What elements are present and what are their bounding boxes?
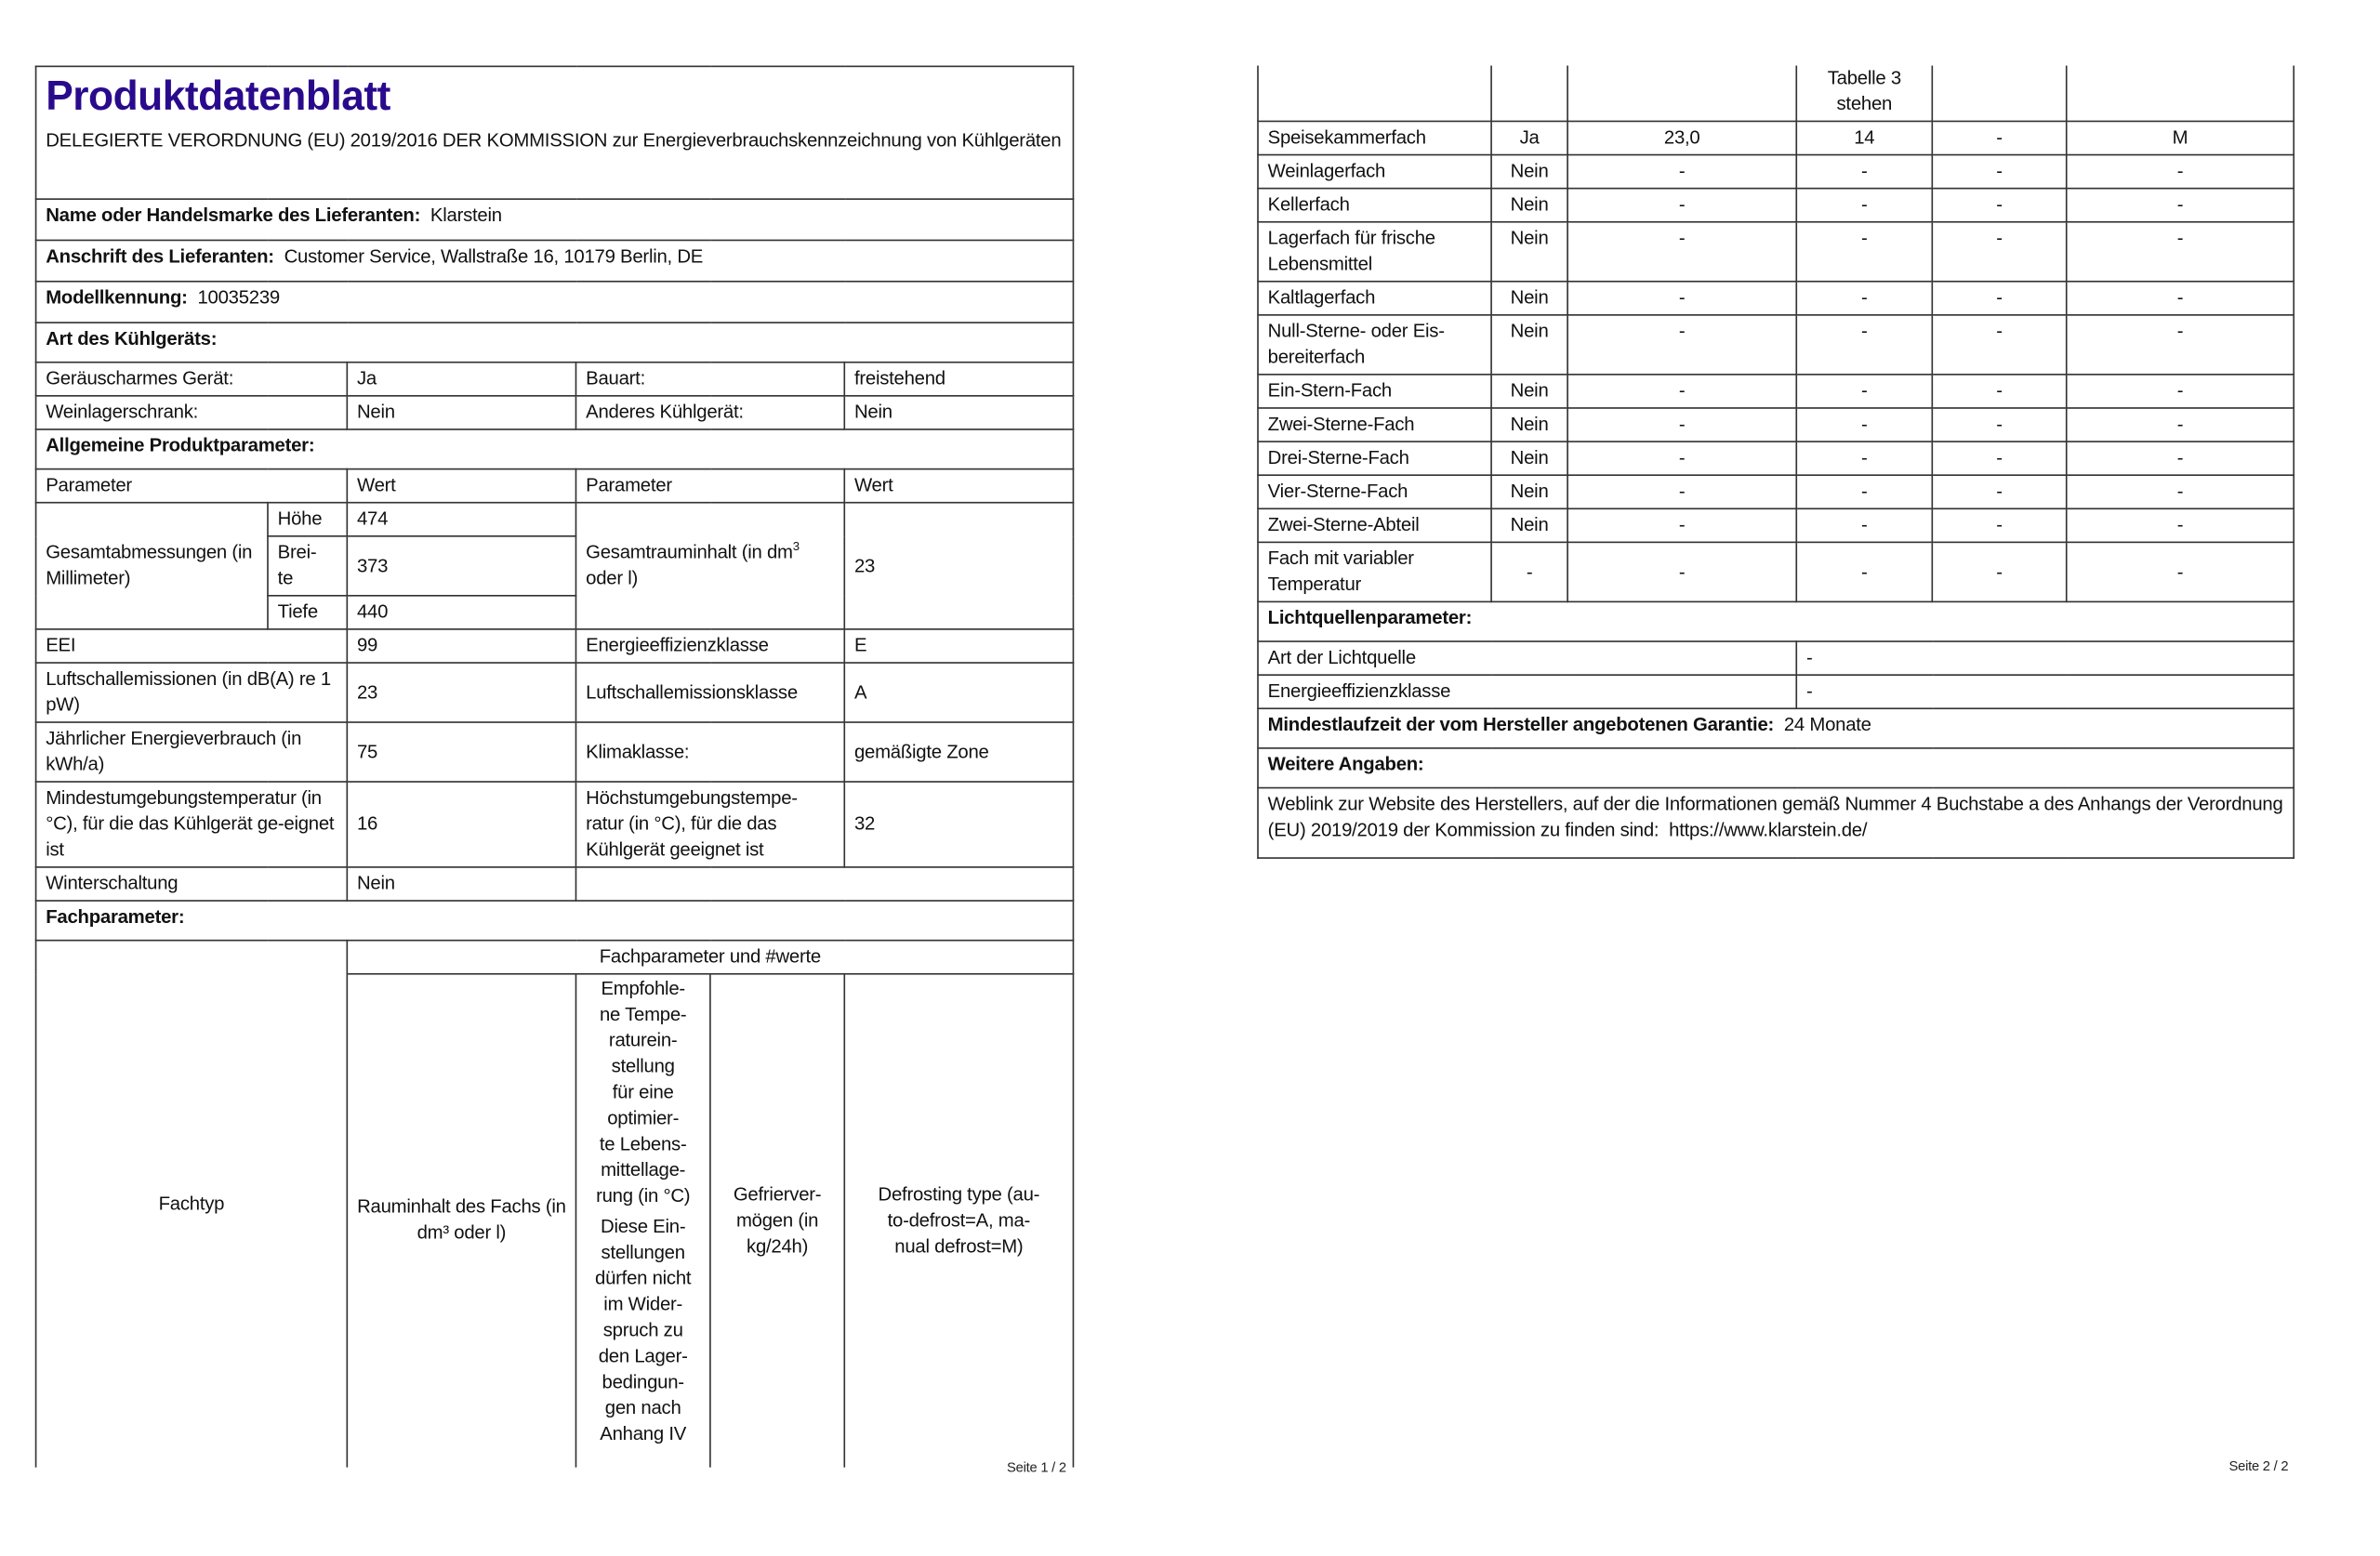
compartment-freeze: - (1932, 282, 2066, 315)
page-number-1: Seite 1 / 2 (1007, 1459, 1066, 1475)
compartment-temp: - (1796, 475, 1932, 508)
dimensions-label: Gesamtabmessungen (in Millimeter) (36, 503, 268, 629)
col-volume-header: Rauminhalt des Fachs (in dm³ oder l) (347, 974, 575, 1467)
compartment-name: Drei-Sterne-Fach (1258, 442, 1491, 475)
light-type-value: - (1796, 641, 2294, 675)
param-header-row (36, 469, 1074, 503)
compartment-volume: - (1567, 155, 1796, 189)
param-label: Jährlicher Energieverbrauch (in kWh/a) (36, 722, 348, 782)
address-value: Customer Service, Wallstraße 16, 10179 Berlin, DE (284, 245, 704, 268)
depth-value: 440 (347, 596, 575, 629)
compartment-name: Fach mit variabler Temperatur (1258, 542, 1491, 601)
compartment-freeze: - (1932, 442, 2066, 475)
compartment-freeze: - (1932, 408, 2066, 442)
compartment-defrost: - (2067, 442, 2294, 475)
compartment-name: Zwei-Sterne-Abteil (1258, 508, 1491, 542)
compartment-name: Lagerfach für frische Lebensmittel (1258, 222, 1491, 282)
compartment-temp: - (1796, 442, 1932, 475)
type-value: Nein (844, 396, 1073, 429)
compartment-volume: - (1567, 542, 1796, 601)
compartment-volume: - (1567, 475, 1796, 508)
compartment-volume: - (1567, 282, 1796, 315)
fachtyp-header: Fachtyp (36, 941, 348, 1467)
compartment-freeze: - (1932, 315, 2066, 375)
param-row (36, 782, 1074, 867)
warranty-row (1258, 708, 2294, 748)
compartment-freeze: - (1932, 189, 2066, 222)
header-value: Wert (844, 469, 1073, 503)
compartment-temp: - (1796, 408, 1932, 442)
param-label: Klimaklasse: (575, 722, 844, 782)
compartment-temp: 14 (1796, 121, 1932, 154)
warranty-label: Mindestlaufzeit der vom Hersteller angebotenen Garantie: (1267, 713, 1775, 735)
height-value: 474 (347, 503, 575, 536)
empty-cell (1491, 66, 1567, 122)
col-temp-text: Empfohle- ne Tempe- raturein- stellung für eine optimier- te Lebens- mittellage- rung (in °C) (596, 977, 691, 1207)
compartment-heading: Fachparameter: (36, 901, 1074, 941)
volume-label-sup: 3 (792, 539, 800, 554)
compartment-name: Vier-Sterne-Fach (1258, 475, 1491, 508)
page-title: Produktdatenblatt (46, 73, 390, 119)
compartment-present: Nein (1491, 408, 1567, 442)
header-parameter: Parameter (36, 469, 348, 503)
compartment-row (1258, 189, 2294, 222)
volume-value: 23 (844, 503, 1073, 629)
empty-cell (575, 867, 1073, 901)
compartment-row (1258, 408, 2294, 442)
light-type-label: Art der Lichtquelle (1258, 641, 1796, 675)
col-freeze-header: Gefrierver- mögen (in kg/24h) (710, 974, 844, 1467)
compartment-defrost: - (2067, 375, 2294, 408)
weblink-url[interactable]: https://www.klarstein.de/ (1669, 819, 1868, 841)
param-value: 23 (347, 663, 575, 722)
compartment-volume: 23,0 (1567, 121, 1796, 154)
header-parameter: Parameter (575, 469, 844, 503)
type-value: Nein (347, 396, 575, 429)
compartment-volume: - (1567, 408, 1796, 442)
supplier-row (36, 199, 1074, 240)
empty-cell (1567, 66, 1796, 122)
compartment-row (1258, 375, 2294, 408)
param-label: Höchstumgebungstempe-ratur (in °C), für die das Kühlgerät geeignet ist (575, 782, 844, 867)
winter-value: Nein (347, 867, 575, 901)
compartment-row (1258, 475, 2294, 508)
compartment-temp: - (1796, 315, 1932, 375)
weblink-row (1258, 788, 2294, 858)
model-value: 10035239 (197, 286, 280, 309)
compartment-temp: - (1796, 189, 1932, 222)
compartment-volume: - (1567, 508, 1796, 542)
type-label: Anderes Kühlgerät: (575, 396, 844, 429)
empty-cell (2067, 66, 2294, 122)
continued-header: Tabelle 3 stehen (1796, 66, 1932, 122)
light-class-row (1258, 675, 2294, 708)
compartment-present: Nein (1491, 222, 1567, 282)
compartment-defrost: - (2067, 222, 2294, 282)
compartment-present: Nein (1491, 282, 1567, 315)
compartment-defrost: - (2067, 508, 2294, 542)
compartment-name: Zwei-Sterne-Fach (1258, 408, 1491, 442)
model-label: Modellkennung: (46, 286, 188, 309)
fach-group-header: Fachparameter und #werte (347, 941, 1073, 974)
param-label: Energieeffizienzklasse (575, 629, 844, 663)
compartment-freeze: - (1932, 375, 2066, 408)
param-label: Mindestumgebungstemperatur (in °C), für die das Kühlgerät ge-eignet ist (36, 782, 348, 867)
compartment-defrost: - (2067, 282, 2294, 315)
compartment-freeze: - (1932, 475, 2066, 508)
param-value: A (844, 663, 1073, 722)
title-cell (36, 66, 1074, 199)
type-value: freistehend (844, 363, 1073, 396)
param-value: E (844, 629, 1073, 663)
compartment-row (1258, 222, 2294, 282)
compartment-row (1258, 315, 2294, 375)
type-label: Geräuscharmes Gerät: (36, 363, 348, 396)
supplier-label: Name oder Handelsmarke des Lieferanten: (46, 204, 421, 226)
compartment-name: Null-Sterne- oder Eis-bereiterfach (1258, 315, 1491, 375)
compartment-freeze: - (1932, 222, 2066, 282)
compartment-freeze: - (1932, 155, 2066, 189)
compartment-defrost: - (2067, 155, 2294, 189)
compartment-row (1258, 155, 2294, 189)
regulation-text: DELEGIERTE VERORDNUNG (EU) 2019/2016 DER KOMMISSION zur Energieverbrauchskennzeichnung von Kühlgeräten (46, 129, 1062, 152)
compartment-defrost: M (2067, 121, 2294, 154)
light-class-value: - (1796, 675, 2294, 708)
compartment-name: Ein-Stern-Fach (1258, 375, 1491, 408)
compartment-present: Ja (1491, 121, 1567, 154)
compartment-defrost: - (2067, 189, 2294, 222)
empty-cell (1932, 66, 2066, 122)
param-value: 99 (347, 629, 575, 663)
compartment-present: Nein (1491, 315, 1567, 375)
compartment-name: Speisekammerfach (1258, 121, 1491, 154)
param-value: 32 (844, 782, 1073, 867)
compartment-name: Kaltlagerfach (1258, 282, 1491, 315)
depth-label: Tiefe (268, 596, 347, 629)
compartment-name: Weinlagerfach (1258, 155, 1491, 189)
param-label: EEI (36, 629, 348, 663)
product-data-table-page-1 (35, 66, 1075, 1467)
compartment-defrost: - (2067, 542, 2294, 601)
compartment-row (1258, 121, 2294, 154)
empty-cell (1258, 66, 1491, 122)
compartment-volume: - (1567, 375, 1796, 408)
type-row (36, 396, 1074, 429)
product-data-table-page-2 (1257, 66, 2294, 859)
compartment-temp: - (1796, 222, 1932, 282)
volume-label-text: Gesamtrauminhalt (in dm (586, 541, 793, 563)
compartment-temp: - (1796, 155, 1932, 189)
compartment-row (1258, 508, 2294, 542)
header-value: Wert (347, 469, 575, 503)
col-defrost-header: Defrosting type (au- to-defrost=A, ma- nual defrost=M) (844, 974, 1073, 1467)
address-label: Anschrift des Lieferanten: (46, 245, 274, 268)
col-temp-header (575, 974, 709, 1467)
compartment-present: Nein (1491, 442, 1567, 475)
continued-header-row (1258, 66, 2294, 122)
compartment-temp: - (1796, 282, 1932, 315)
weblink-text: Weblink zur Website des Herstellers, auf der die Informationen gemäß Nummer 4 Buchstabe a des Anhangs der Verordnung (EU) 2019/2019 der Kommission zu finden sind: (1267, 793, 2283, 841)
col-temp-note: Diese Ein- stellungen dürfen nicht im Wider- spruch zu den Lager- bedingun- gen nach Anhang IV (595, 1215, 692, 1445)
type-heading: Art des Kühlgeräts: (36, 323, 1074, 363)
compartment-defrost: - (2067, 408, 2294, 442)
height-label: Höhe (268, 503, 347, 536)
model-row (36, 282, 1074, 323)
volume-label (575, 503, 844, 629)
general-heading: Allgemeine Produktparameter: (36, 429, 1074, 469)
compartment-defrost: - (2067, 475, 2294, 508)
compartment-present: - (1491, 542, 1567, 601)
compartment-temp: - (1796, 542, 1932, 601)
param-value: 75 (347, 722, 575, 782)
compartment-present: Nein (1491, 375, 1567, 408)
compartment-row (1258, 542, 2294, 601)
winter-label: Winterschaltung (36, 867, 348, 901)
light-type-row (1258, 641, 2294, 675)
type-value: Ja (347, 363, 575, 396)
warranty-value: 24 Monate (1783, 713, 1871, 735)
compartment-freeze: - (1932, 121, 2066, 154)
param-label: Luftschallemissionen (in dB(A) re 1 pW) (36, 663, 348, 722)
compartment-temp: - (1796, 375, 1932, 408)
compartment-temp: - (1796, 508, 1932, 542)
compartment-volume: - (1567, 189, 1796, 222)
type-label: Bauart: (575, 363, 844, 396)
volume-label-end: oder l) (586, 567, 639, 589)
compartment-row (1258, 442, 2294, 475)
compartment-freeze: - (1932, 542, 2066, 601)
compartment-present: Nein (1491, 475, 1567, 508)
address-row (36, 240, 1074, 281)
width-label: Brei- te (268, 536, 347, 596)
param-label: Luftschallemissionsklasse (575, 663, 844, 722)
page-number-2: Seite 2 / 2 (2228, 1457, 2289, 1474)
light-heading: Lichtquellenparameter: (1258, 601, 2294, 641)
compartment-freeze: - (1932, 508, 2066, 542)
more-heading: Weitere Angaben: (1258, 748, 2294, 788)
winter-row (36, 867, 1074, 901)
param-value: gemäßigte Zone (844, 722, 1073, 782)
supplier-value: Klarstein (430, 204, 502, 226)
type-label: Weinlagerschrank: (36, 396, 348, 429)
compartment-present: Nein (1491, 155, 1567, 189)
light-class-label: Energieeffizienzklasse (1258, 675, 1796, 708)
type-row (36, 363, 1074, 396)
compartment-row (1258, 282, 2294, 315)
width-value: 373 (347, 536, 575, 596)
param-row (36, 722, 1074, 782)
param-value: 16 (347, 782, 575, 867)
param-row (36, 663, 1074, 722)
compartment-name: Kellerfach (1258, 189, 1491, 222)
param-row (36, 629, 1074, 663)
compartment-present: Nein (1491, 508, 1567, 542)
compartment-volume: - (1567, 222, 1796, 282)
compartment-volume: - (1567, 442, 1796, 475)
compartment-volume: - (1567, 315, 1796, 375)
compartment-defrost: - (2067, 315, 2294, 375)
compartment-present: Nein (1491, 189, 1567, 222)
